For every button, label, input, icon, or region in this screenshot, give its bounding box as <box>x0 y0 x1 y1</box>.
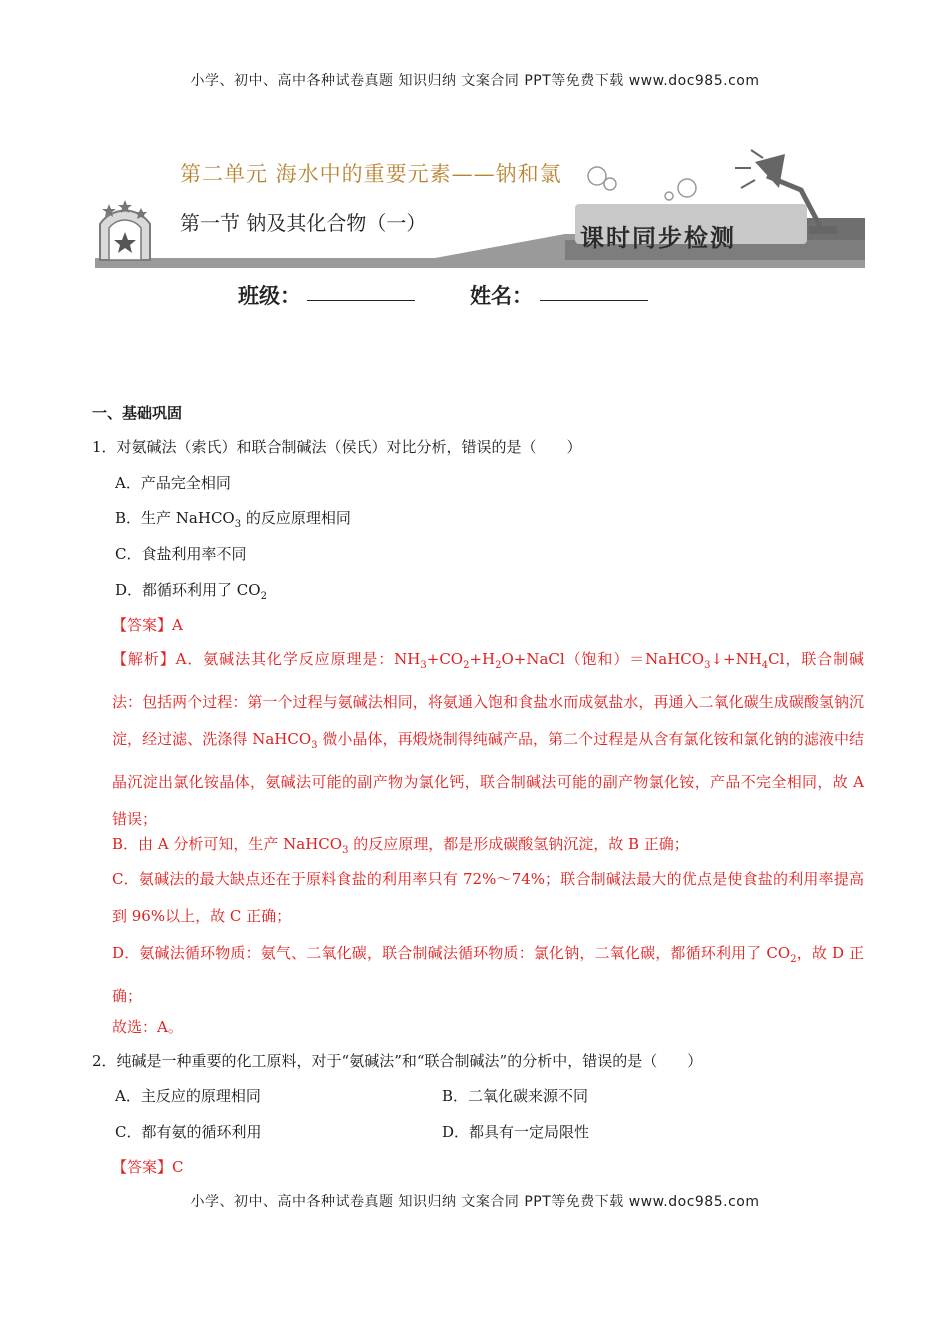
question-1-answer: 【答案】A <box>112 616 183 634</box>
question-2-option-a: A．主反应的原理相同 <box>115 1087 261 1105</box>
question-1-explanation-a: 【解析】A．氨碱法其化学反应原理是：$NH_3+CO_2+H_2O+NaCl$（饱和）$=NaHCO_3↓+NH_4Cl$，联合制碱法：包括两个过程：第一个过程与氨碱法相同，将氨通入饱和食盐水而成氨盐水，再通入二氧化碳生成碳酸氢钠沉淀，经过滤、洗涤得 NaHCO$_3$ 微小晶体，再煅烧制得纯碱产品，第二个过程是从含有氯化铵和氯化钠的滤液中结晶沉淀出氯化铵晶体，氨碱法可能的副产物为氯化钙，联合制碱法可能的副产物氯化铵，产品不完全相同，故 A 错误； <box>112 650 864 828</box>
unit-title: 第二单元 海水中的重要元素——钠和氯 <box>180 162 562 186</box>
question-2-answer: 【答案】C <box>112 1158 184 1176</box>
lesson-title: 第一节 钠及其化合物（一） <box>180 211 427 235</box>
name-input-line[interactable] <box>540 300 648 301</box>
footer-site-note: 小学、初中、高中各种试卷真题 知识归纳 文案合同 PPT等免费下载 www.doc985.com <box>190 1194 760 1210</box>
class-label: 班级： <box>238 284 301 308</box>
question-1-option-c: C．食盐利用率不同 <box>115 545 247 563</box>
question-2-stem: 2．纯碱是一种重要的化工原料，对于“氨碱法”和“联合制碱法”的分析中，错误的是（ ） <box>92 1052 703 1070</box>
banner-graphic <box>95 128 865 268</box>
question-1-explanation-d: D．氨碱法循环物质：氨气、二氧化碳，联合制碱法循环物质：氯化钠，二氧化碳，都循环利用了 $CO_2$，故 D 正确； <box>112 944 864 1005</box>
section-title: 一、基础巩固 <box>92 404 183 422</box>
question-1-explanation-b: B．由 A 分析可知，生产 NaHCO$_3$ 的反应原理，都是形成碳酸氢钠沉淀，故 B 正确； <box>112 835 689 856</box>
question-2-option-c: C．都有氨的循环利用 <box>115 1123 262 1141</box>
header-site-note: 小学、初中、高中各种试卷真题 知识归纳 文案合同 PPT等免费下载 www.doc985.com <box>190 73 760 89</box>
question-1-option-a: A．产品完全相同 <box>115 474 231 492</box>
question-1-option-b: B．生产 NaHCO$_3$ 的反应原理相同 <box>115 509 351 530</box>
question-1-option-d: D．都循环利用了 $CO_2$ <box>115 581 267 602</box>
question-1-explanation-c: C．氨碱法的最大缺点还在于原料食盐的利用率只有 72%～74%；联合制碱法最大的优点是使食盐的利用率提高到 96%以上，故 C 正确； <box>112 870 864 925</box>
question-1-stem: 1．对氨碱法（索氏）和联合制碱法（侯氏）对比分析，错误的是（ ） <box>92 438 582 456</box>
class-input-line[interactable] <box>307 300 415 301</box>
question-2-option-d: D．都具有一定局限性 <box>442 1123 590 1141</box>
badge-text: 课时同步检测 <box>580 224 736 252</box>
name-label: 姓名： <box>470 284 533 308</box>
question-1-conclusion: 故选：A。 <box>112 1018 183 1036</box>
question-2-option-b: B．二氧化碳来源不同 <box>442 1087 589 1105</box>
